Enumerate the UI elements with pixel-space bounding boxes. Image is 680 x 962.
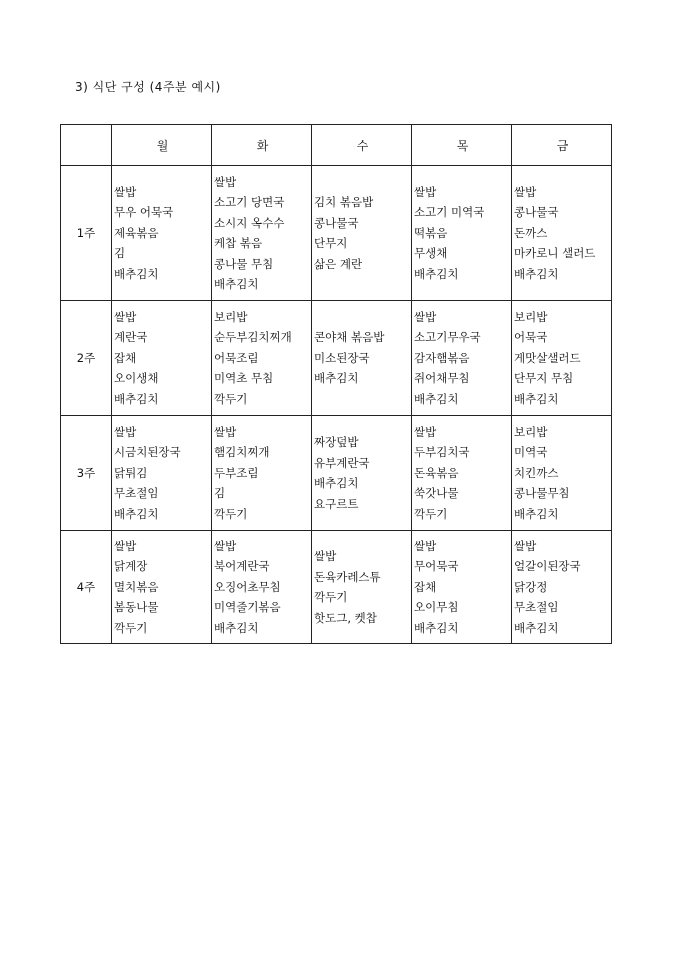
menu-item: 미역국: [514, 445, 548, 460]
menu-item: 쌀밥: [114, 184, 137, 199]
menu-cell-wednesday: [312, 301, 412, 416]
menu-cell-wednesday: [312, 166, 412, 301]
menu-item: 치킨까스: [514, 465, 559, 480]
menu-item: 떡볶음: [414, 225, 448, 240]
menu-item: 무우 어묵국: [114, 205, 174, 220]
menu-item: 쌀밥: [414, 424, 437, 439]
menu-item: 오이무침: [414, 600, 459, 615]
menu-item: 무생채: [414, 246, 448, 261]
week-row: [61, 166, 612, 301]
menu-item: 배추김치: [414, 620, 459, 635]
menu-item: 시금치된장국: [114, 445, 181, 460]
menu-cell-tuesday: [212, 166, 312, 301]
menu-item: 오이생채: [114, 371, 159, 386]
menu-item: 오징어초무침: [214, 579, 281, 594]
menu-item: 돈육카레스튜: [314, 569, 381, 584]
week-label: 2주: [61, 301, 112, 416]
menu-item: 마카로니 샐러드: [514, 246, 596, 261]
menu-item: 소고기 미역국: [414, 205, 485, 220]
header-wednesday: 수: [312, 125, 412, 166]
menu-item: 김: [114, 246, 126, 261]
week-row: [61, 416, 612, 531]
week-row: [61, 531, 612, 644]
menu-cell-wednesday: [312, 416, 412, 531]
menu-item: 돈육볶음: [414, 465, 459, 480]
menu-item: 미소된장국: [314, 350, 370, 365]
menu-item: 게맛살샐러드: [514, 350, 581, 365]
menu-item: 미역줄기볶음: [214, 600, 281, 615]
menu-cell-monday: [112, 301, 212, 416]
menu-item: 쌀밥: [414, 538, 437, 553]
menu-cell-friday: [512, 166, 612, 301]
menu-cell-friday: [512, 416, 612, 531]
menu-cell-wednesday: [312, 531, 412, 644]
menu-item: 어묵조림: [214, 350, 259, 365]
menu-item: 쌀밥: [414, 309, 437, 324]
header-row: [61, 125, 612, 166]
menu-item: 소고기 당면국: [214, 195, 285, 209]
menu-item: 소시지 옥수수: [214, 215, 285, 230]
menu-item: 쌀밥: [214, 174, 237, 189]
header-corner: [61, 125, 112, 166]
menu-cell-monday: [112, 531, 212, 644]
menu-item: 쌀밥: [514, 184, 537, 199]
menu-cell-monday: [112, 416, 212, 531]
menu-item: 김: [214, 486, 226, 501]
menu-item: 무어묵국: [414, 559, 459, 574]
menu-item: 봄동나물: [114, 600, 159, 615]
menu-item: 콩나물무침: [514, 486, 570, 501]
menu-item: 보리밥: [214, 309, 248, 324]
menu-cell-friday: [512, 301, 612, 416]
menu-item: 짜장덮밥: [314, 435, 359, 449]
menu-cell-monday: [112, 166, 212, 301]
menu-cell-thursday: [412, 301, 512, 416]
menu-item: 미역초 무침: [214, 371, 274, 386]
menu-item: 돈까스: [514, 225, 548, 240]
menu-item: 깍두기: [314, 590, 348, 604]
menu-item: 깍두기: [414, 506, 448, 521]
menu-item: 쌀밥: [214, 424, 237, 439]
menu-item: 배추김치: [114, 266, 159, 281]
header-thursday: 목: [412, 125, 512, 166]
menu-item: 보리밥: [514, 424, 548, 439]
section-title: 3) 식단 구성 (4주분 예시): [75, 80, 221, 94]
menu-item: 유부계란국: [314, 455, 370, 470]
menu-item: 닭계장: [114, 559, 148, 574]
header-friday: 금: [512, 125, 612, 166]
menu-item: 쌀밥: [114, 424, 137, 439]
menu-item: 배추김치: [314, 476, 359, 490]
menu-item: 콩나물국: [514, 205, 559, 220]
menu-item: 쑥갓나물: [414, 486, 459, 501]
menu-cell-friday: [512, 531, 612, 644]
menu-item: 콘야채 볶음밥: [314, 330, 385, 345]
menu-item: 배추김치: [514, 506, 559, 521]
menu-cell-thursday: [412, 166, 512, 301]
menu-item: 깍두기: [214, 391, 248, 406]
menu-item: 소고기무우국: [414, 330, 481, 345]
menu-item: 감자햄볶음: [414, 350, 470, 365]
menu-cell-thursday: [412, 416, 512, 531]
menu-item: 보리밥: [514, 309, 548, 324]
menu-cell-thursday: [412, 531, 512, 644]
header-monday: 월: [112, 125, 212, 166]
week-label: 1주: [61, 166, 112, 301]
menu-item: 배추김치: [114, 391, 159, 406]
menu-item: 삶은 계란: [314, 256, 363, 271]
menu-item: 핫도그, 켓찹: [314, 610, 377, 625]
week-row: [61, 301, 612, 416]
menu-item: 배추김치: [214, 620, 259, 635]
menu-item: 어묵국: [514, 330, 548, 345]
menu-item: 쌀밥: [214, 538, 237, 553]
menu-item: 닭튀김: [114, 465, 148, 480]
header-tuesday: 화: [212, 125, 312, 166]
menu-item: 순두부김치찌개: [214, 330, 292, 345]
menu-item: 쌀밥: [314, 549, 337, 563]
menu-item: 깍두기: [114, 620, 148, 635]
menu-item: 무초절임: [114, 486, 159, 501]
menu-item: 계란국: [114, 330, 148, 345]
menu-item: 배추김치: [514, 391, 559, 406]
menu-cell-tuesday: [212, 416, 312, 531]
menu-item: 햄김치찌개: [214, 445, 270, 460]
menu-item: 콩나물 무침: [214, 256, 274, 271]
menu-item: 배추김치: [414, 391, 459, 406]
menu-item: 멸치볶음: [114, 579, 159, 594]
menu-item: 닭강정: [514, 579, 548, 594]
menu-item: 쌀밥: [114, 309, 137, 324]
menu-item: 두부김치국: [414, 445, 470, 460]
menu-item: 단무지: [314, 236, 348, 250]
menu-item: 잡채: [114, 350, 137, 365]
menu-item: 제육볶음: [114, 225, 159, 240]
menu-item: 단무지 무침: [514, 371, 574, 386]
menu-item: 배추김치: [514, 620, 559, 635]
menu-item: 쌀밥: [414, 184, 437, 199]
menu-item: 배추김치: [214, 277, 259, 291]
menu-item: 쌀밥: [114, 538, 137, 553]
menu-item: 북어계란국: [214, 559, 270, 574]
menu-cell-tuesday: [212, 531, 312, 644]
menu-item: 깍두기: [214, 506, 248, 521]
menu-cell-tuesday: [212, 301, 312, 416]
menu-item: 배추김치: [114, 506, 159, 521]
week-label: 3주: [61, 416, 112, 531]
week-label: 4주: [61, 531, 112, 644]
menu-item: 얼갈이된장국: [514, 559, 581, 574]
menu-item: 쌀밥: [514, 538, 537, 553]
menu-item: 콩나물국: [314, 215, 359, 230]
menu-item: 배추김치: [314, 371, 359, 386]
meal-plan-table: [60, 124, 612, 644]
menu-item: 잡채: [414, 579, 437, 594]
menu-item: 무초절임: [514, 600, 559, 615]
menu-item: 쥐어채무침: [414, 371, 470, 386]
menu-item: 두부조림: [214, 465, 259, 480]
menu-item: 배추김치: [414, 266, 459, 281]
menu-item: 요구르트: [314, 496, 359, 511]
menu-item: 배추김치: [514, 266, 559, 281]
menu-item: 김치 볶음밥: [314, 195, 374, 209]
menu-item: 케찹 볶음: [214, 236, 263, 250]
